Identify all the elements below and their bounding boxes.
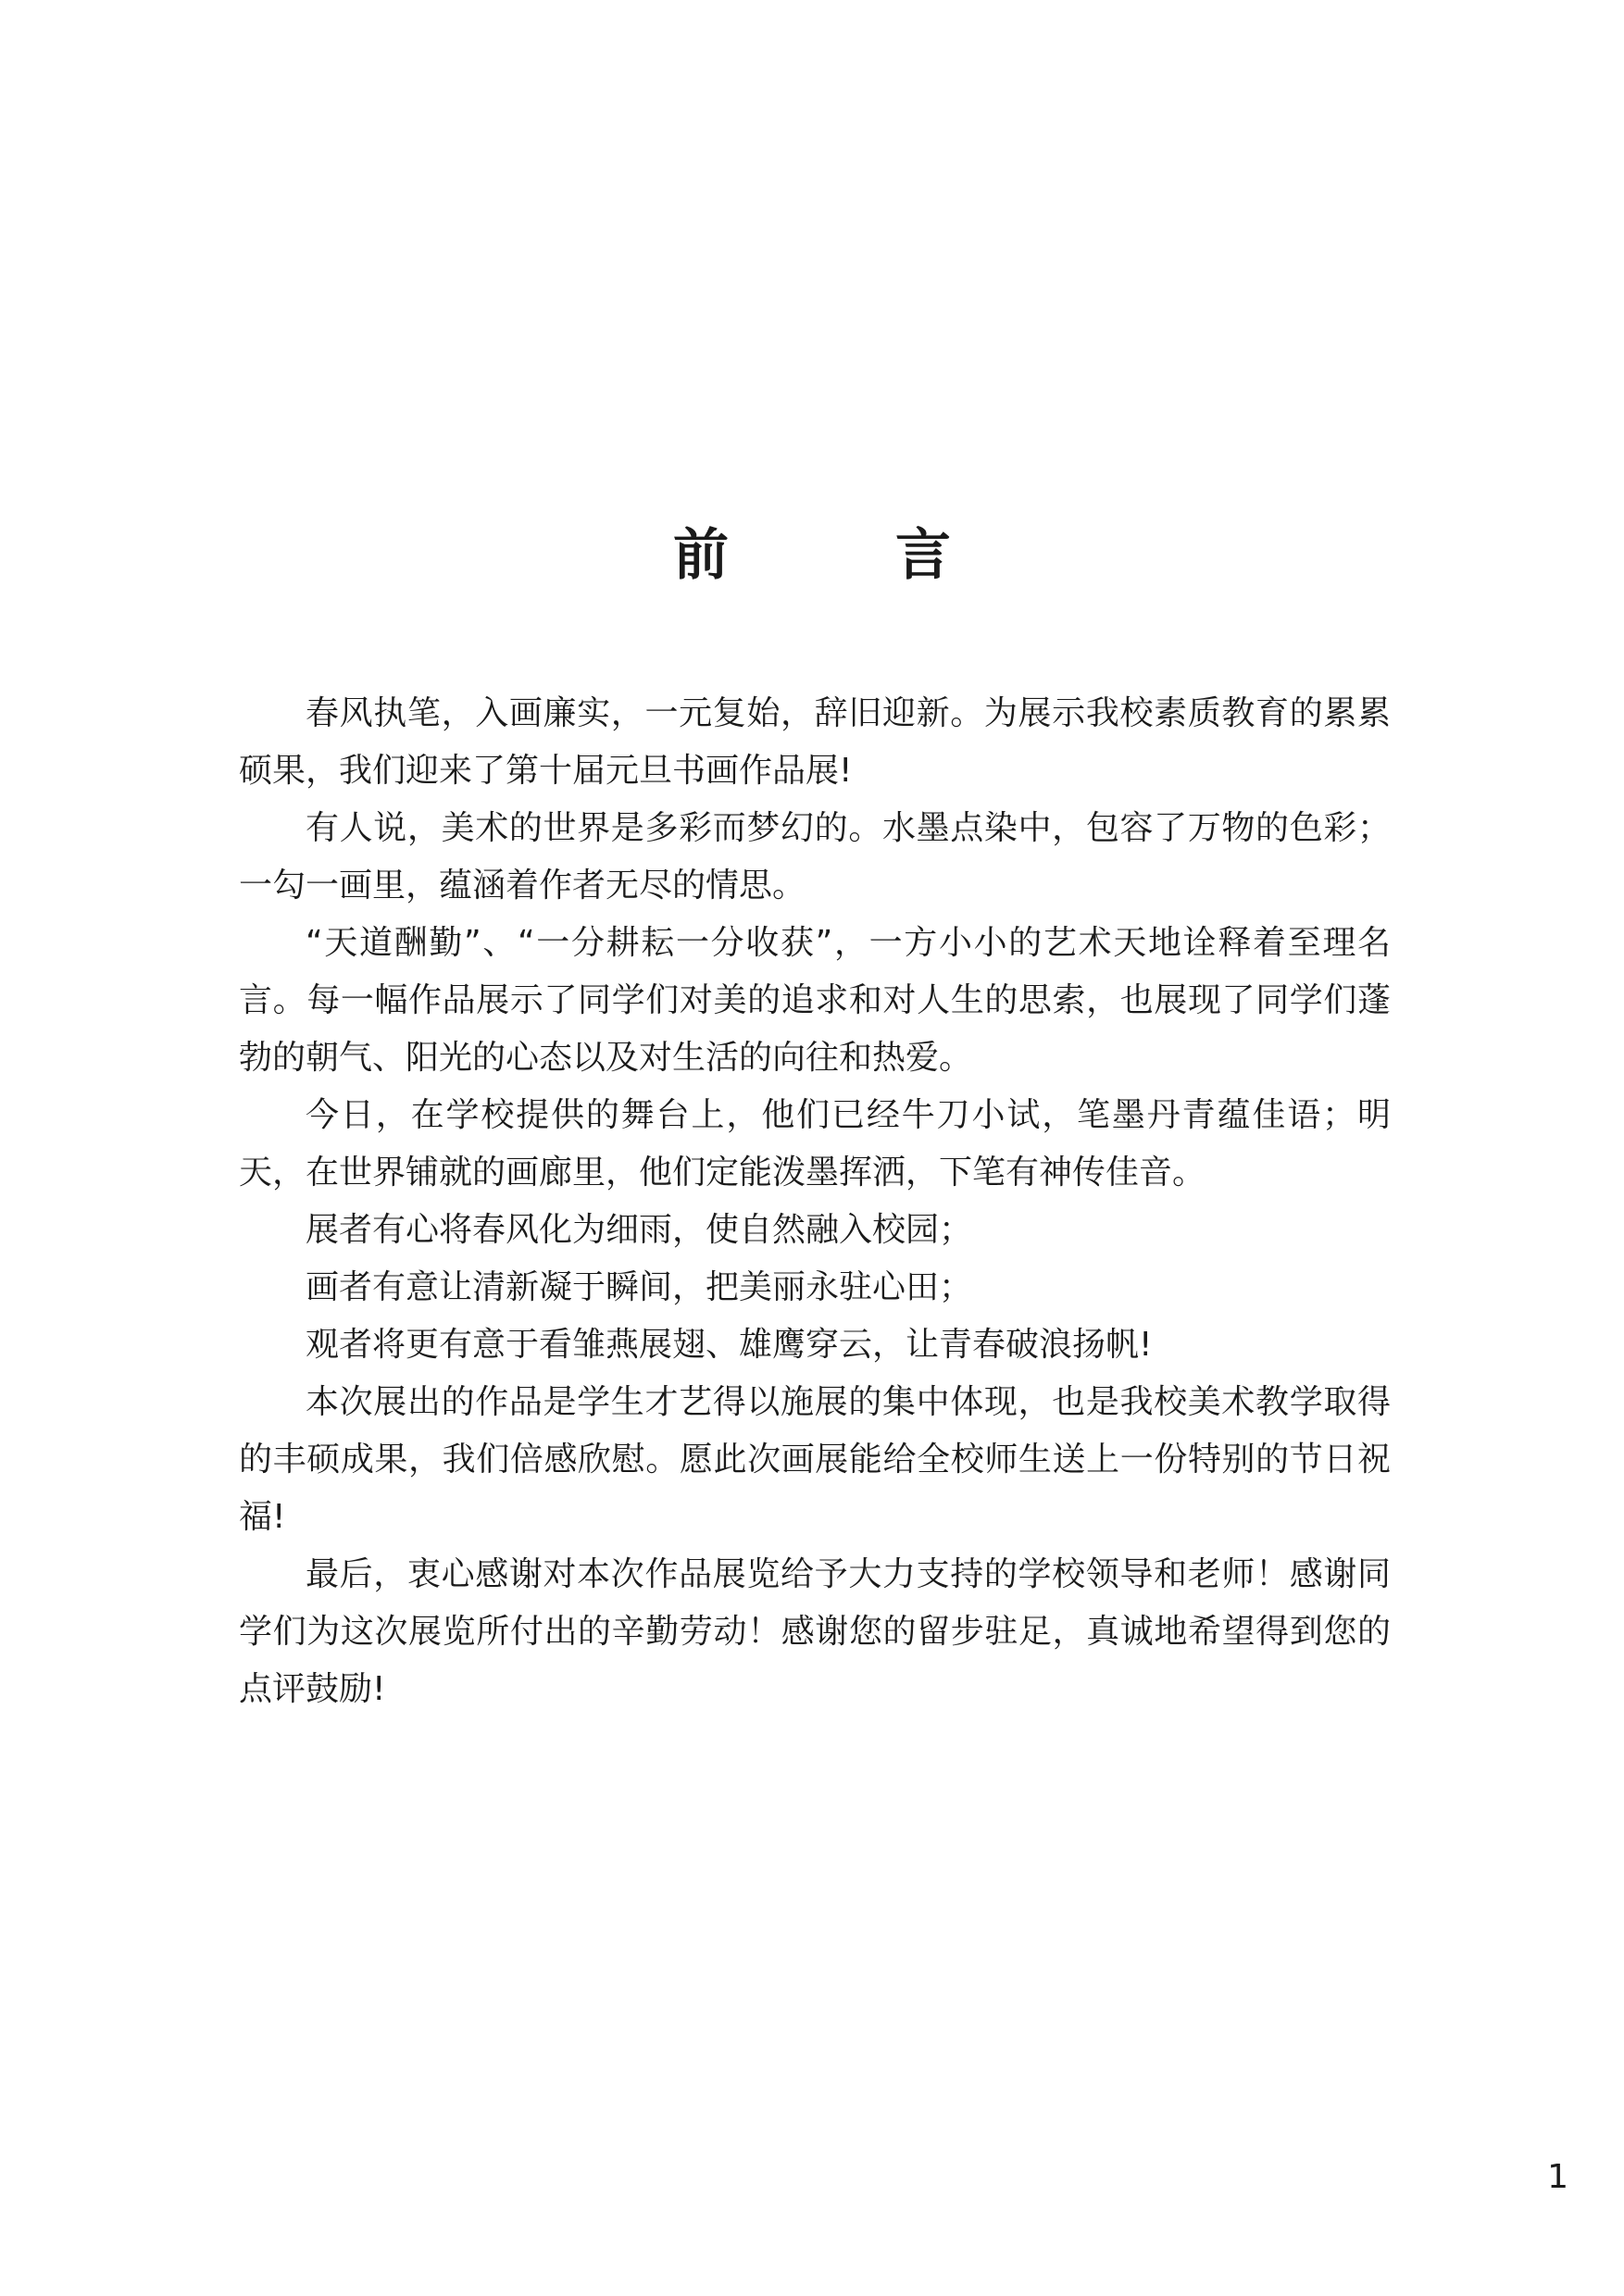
preface-body bbox=[239, 685, 1391, 1718]
paragraph: 本次展出的作品是学生才艺得以施展的集中体现，也是我校美术教学取得的丰硕成果，我们倍感欣慰。愿此次画展能给全校师生送上一份特别的节日祝福! bbox=[239, 1383, 1391, 1536]
paragraph: “天道酬勤”、“一分耕耘一分收获”，一方小小的艺术天地诠释着至理名言。每一幅作品展示了同学们对美的追求和对人生的思索，也展现了同学们蓬勃的朝气、阳光的心态以及对生活的向往和热爱。 bbox=[239, 924, 1391, 1077]
paragraph: 有人说，美术的世界是多彩而梦幻的。水墨点染中，包容了万物的色彩；一勾一画里，蕴涵着作者无尽的情思。 bbox=[239, 809, 1391, 905]
page-number: 1 bbox=[1547, 2158, 1568, 2196]
paragraph: 今日，在学校提供的舞台上，他们已经牛刀小试，笔墨丹青蕴佳语；明天，在世界铺就的画廊里，他们定能泼墨挥洒，下笔有神传佳音。 bbox=[239, 1096, 1391, 1192]
page-title: 前 言 bbox=[673, 523, 1006, 588]
paragraph: 观者将更有意于看雏燕展翅、雄鹰穿云，让青春破浪扬帆! bbox=[306, 1326, 1153, 1364]
paragraph: 画者有意让清新凝于瞬间，把美丽永驻心田； bbox=[306, 1268, 973, 1306]
paragraph: 展者有心将春风化为细雨，使自然融入校园； bbox=[306, 1211, 973, 1249]
paragraph: 春风执笔，入画廉实，一元复始，辞旧迎新。为展示我校素质教育的累累硕果，我们迎来了第十届元旦书画作品展! bbox=[239, 694, 1391, 790]
paragraph: 最后，衷心感谢对本次作品展览给予大力支持的学校领导和老师！感谢同学们为这次展览所付出的辛勤劳动！感谢您的留步驻足，真诚地希望得到您的点评鼓励! bbox=[239, 1555, 1391, 1708]
